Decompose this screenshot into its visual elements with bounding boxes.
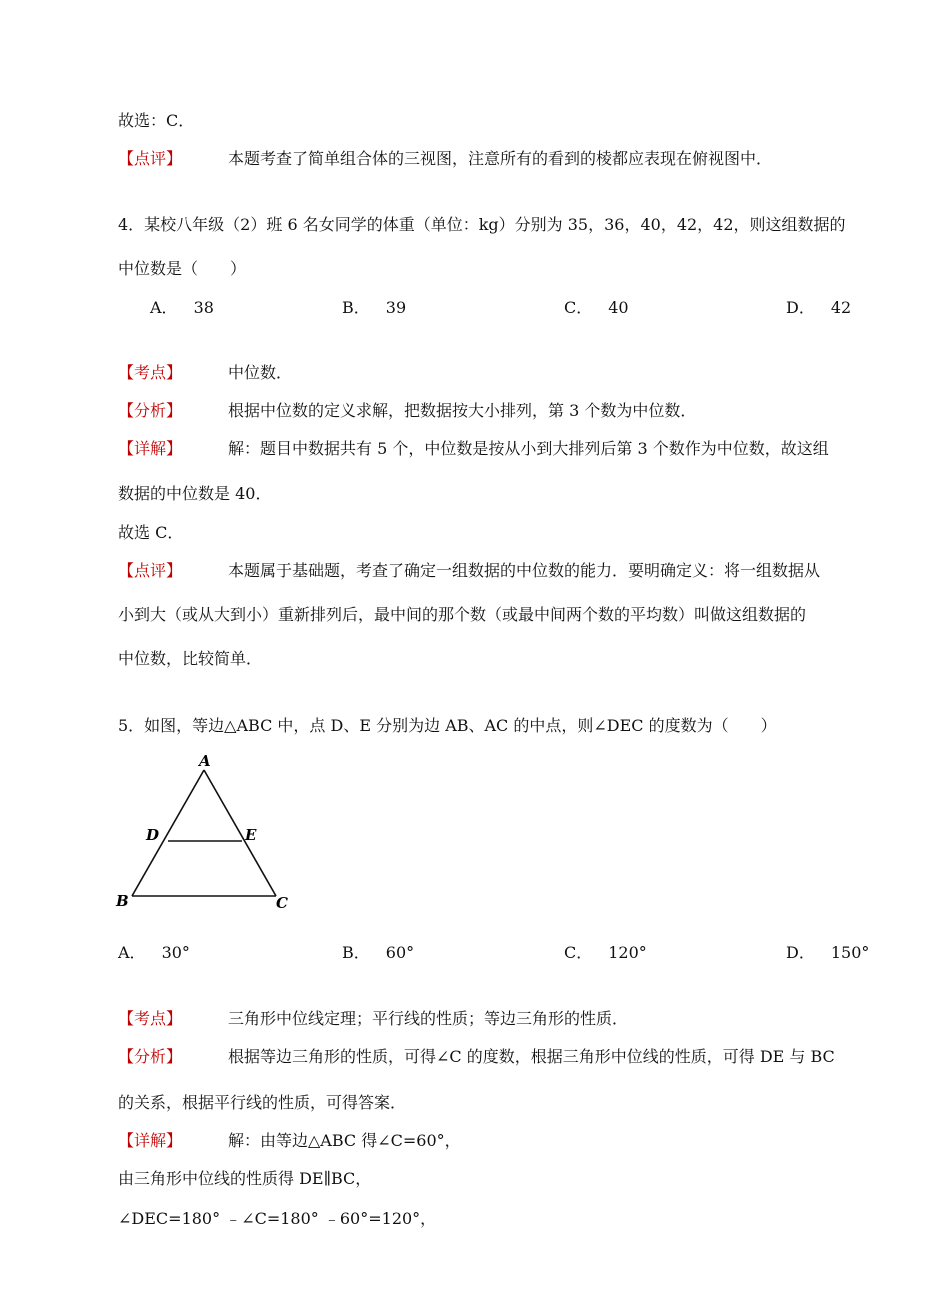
q4-option-d-value: 42: [830, 298, 852, 317]
label-b: B: [116, 892, 129, 910]
q3-comment-tag: 【点评】: [118, 149, 183, 168]
q5-xiangjie-text: 解：由等边△ABC 得∠C=60°，: [228, 1131, 461, 1150]
q5-option-d: [786, 942, 869, 964]
q5-option-a-value: 30°: [161, 943, 190, 962]
label-a: A: [199, 752, 211, 770]
q3-comment-text: 本题考查了简单组合体的三视图，注意所有的看到的棱都应表现在俯视图中．: [228, 149, 773, 168]
q4-option-c-value: 40: [608, 298, 629, 317]
q5-option-c: [564, 942, 647, 964]
q4-option-b: [342, 297, 406, 319]
q5-xiangjie-line3: ∠DEC=180° ﹣∠C=180° ﹣60°=120°，: [118, 1209, 437, 1228]
q5-kaodian-text: 三角形中位线定理；平行线的性质；等边三角形的性质．: [228, 1009, 629, 1028]
label-d: D: [146, 826, 160, 844]
q5-fenxi-line2: 的关系，根据平行线的性质，可得答案．: [118, 1093, 407, 1112]
side-ac: [204, 770, 276, 896]
q4-stem-line2: 中位数是（ ）: [118, 259, 247, 278]
q4-option-c-letter: C．: [564, 298, 593, 317]
q5-option-d-letter: D．: [786, 943, 815, 962]
q3-answer: 故选：C．: [118, 111, 195, 130]
label-e: E: [245, 826, 257, 844]
q4-kaodian-text: 中位数．: [228, 363, 293, 382]
q5-option-a-letter: A．: [118, 943, 146, 962]
q5-fenxi-text: 根据等边三角形的性质，可得∠C 的度数，根据三角形中位线的性质，可得 DE 与 BC: [228, 1047, 835, 1066]
q5-option-a: [118, 942, 190, 964]
q5-fenxi-tag: 【分析】: [118, 1047, 183, 1066]
q4-xiangjie-line2: 数据的中位数是 40．: [118, 484, 272, 503]
side-ab: [132, 770, 204, 896]
q5-kaodian-tag: 【考点】: [118, 1009, 183, 1028]
q5-xiangjie-line2: 由三角形中位线的性质得 DE∥BC，: [118, 1169, 372, 1188]
q4-option-a-letter: A．: [150, 298, 178, 317]
q5-option-b-letter: B．: [342, 943, 370, 962]
q5-option-c-letter: C．: [564, 943, 593, 962]
q4-comment-line3: 中位数，比较简单．: [118, 649, 263, 668]
q4-fenxi-text: 根据中位数的定义求解，把数据按大小排列，第 3 个数为中位数．: [228, 401, 697, 420]
q5-stem: 5．如图，等边△ABC 中，点 D、E 分别为边 AB、AC 的中点，则∠DEC 的度数为（ ）: [118, 716, 777, 735]
q4-stem-line1: 4．某校八年级（2）班 6 名女同学的体重（单位：kg）分别为 35，36，40，42，42，则这组数据的: [118, 215, 846, 234]
q5-option-c-value: 120°: [608, 943, 647, 962]
q5-option-d-value: 150°: [830, 943, 870, 962]
q4-option-b-value: 39: [385, 298, 407, 317]
q4-comment-text: 本题属于基础题，考查了确定一组数据的中位数的能力．要明确定义：将一组数据从: [228, 561, 821, 580]
q4-option-d-letter: D．: [786, 298, 815, 317]
q4-answer: 故选 C．: [118, 523, 184, 542]
q4-kaodian-tag: 【考点】: [118, 363, 183, 382]
q4-xiangjie-text: 解：题目中数据共有 5 个，中位数是按从小到大排列后第 3 个数作为中位数，故这组: [228, 439, 829, 458]
q4-option-a-value: 38: [193, 298, 214, 317]
triangle-figure: [110, 750, 300, 915]
q4-option-d: [786, 297, 851, 319]
q5-xiangjie-tag: 【详解】: [118, 1131, 183, 1150]
q4-option-c: [564, 297, 629, 319]
q5-option-b-value: 60°: [385, 943, 415, 962]
q4-option-b-letter: B．: [342, 298, 370, 317]
q5-option-b: [342, 942, 414, 964]
q4-comment-tag: 【点评】: [118, 561, 183, 580]
label-c: C: [276, 894, 288, 912]
q4-fenxi-tag: 【分析】: [118, 401, 183, 420]
q4-xiangjie-tag: 【详解】: [118, 439, 183, 458]
q4-comment-line2: 小到大（或从大到小）重新排列后，最中间的那个数（或最中间两个数的平均数）叫做这组数据的: [118, 605, 807, 624]
q4-option-a: [150, 297, 214, 319]
